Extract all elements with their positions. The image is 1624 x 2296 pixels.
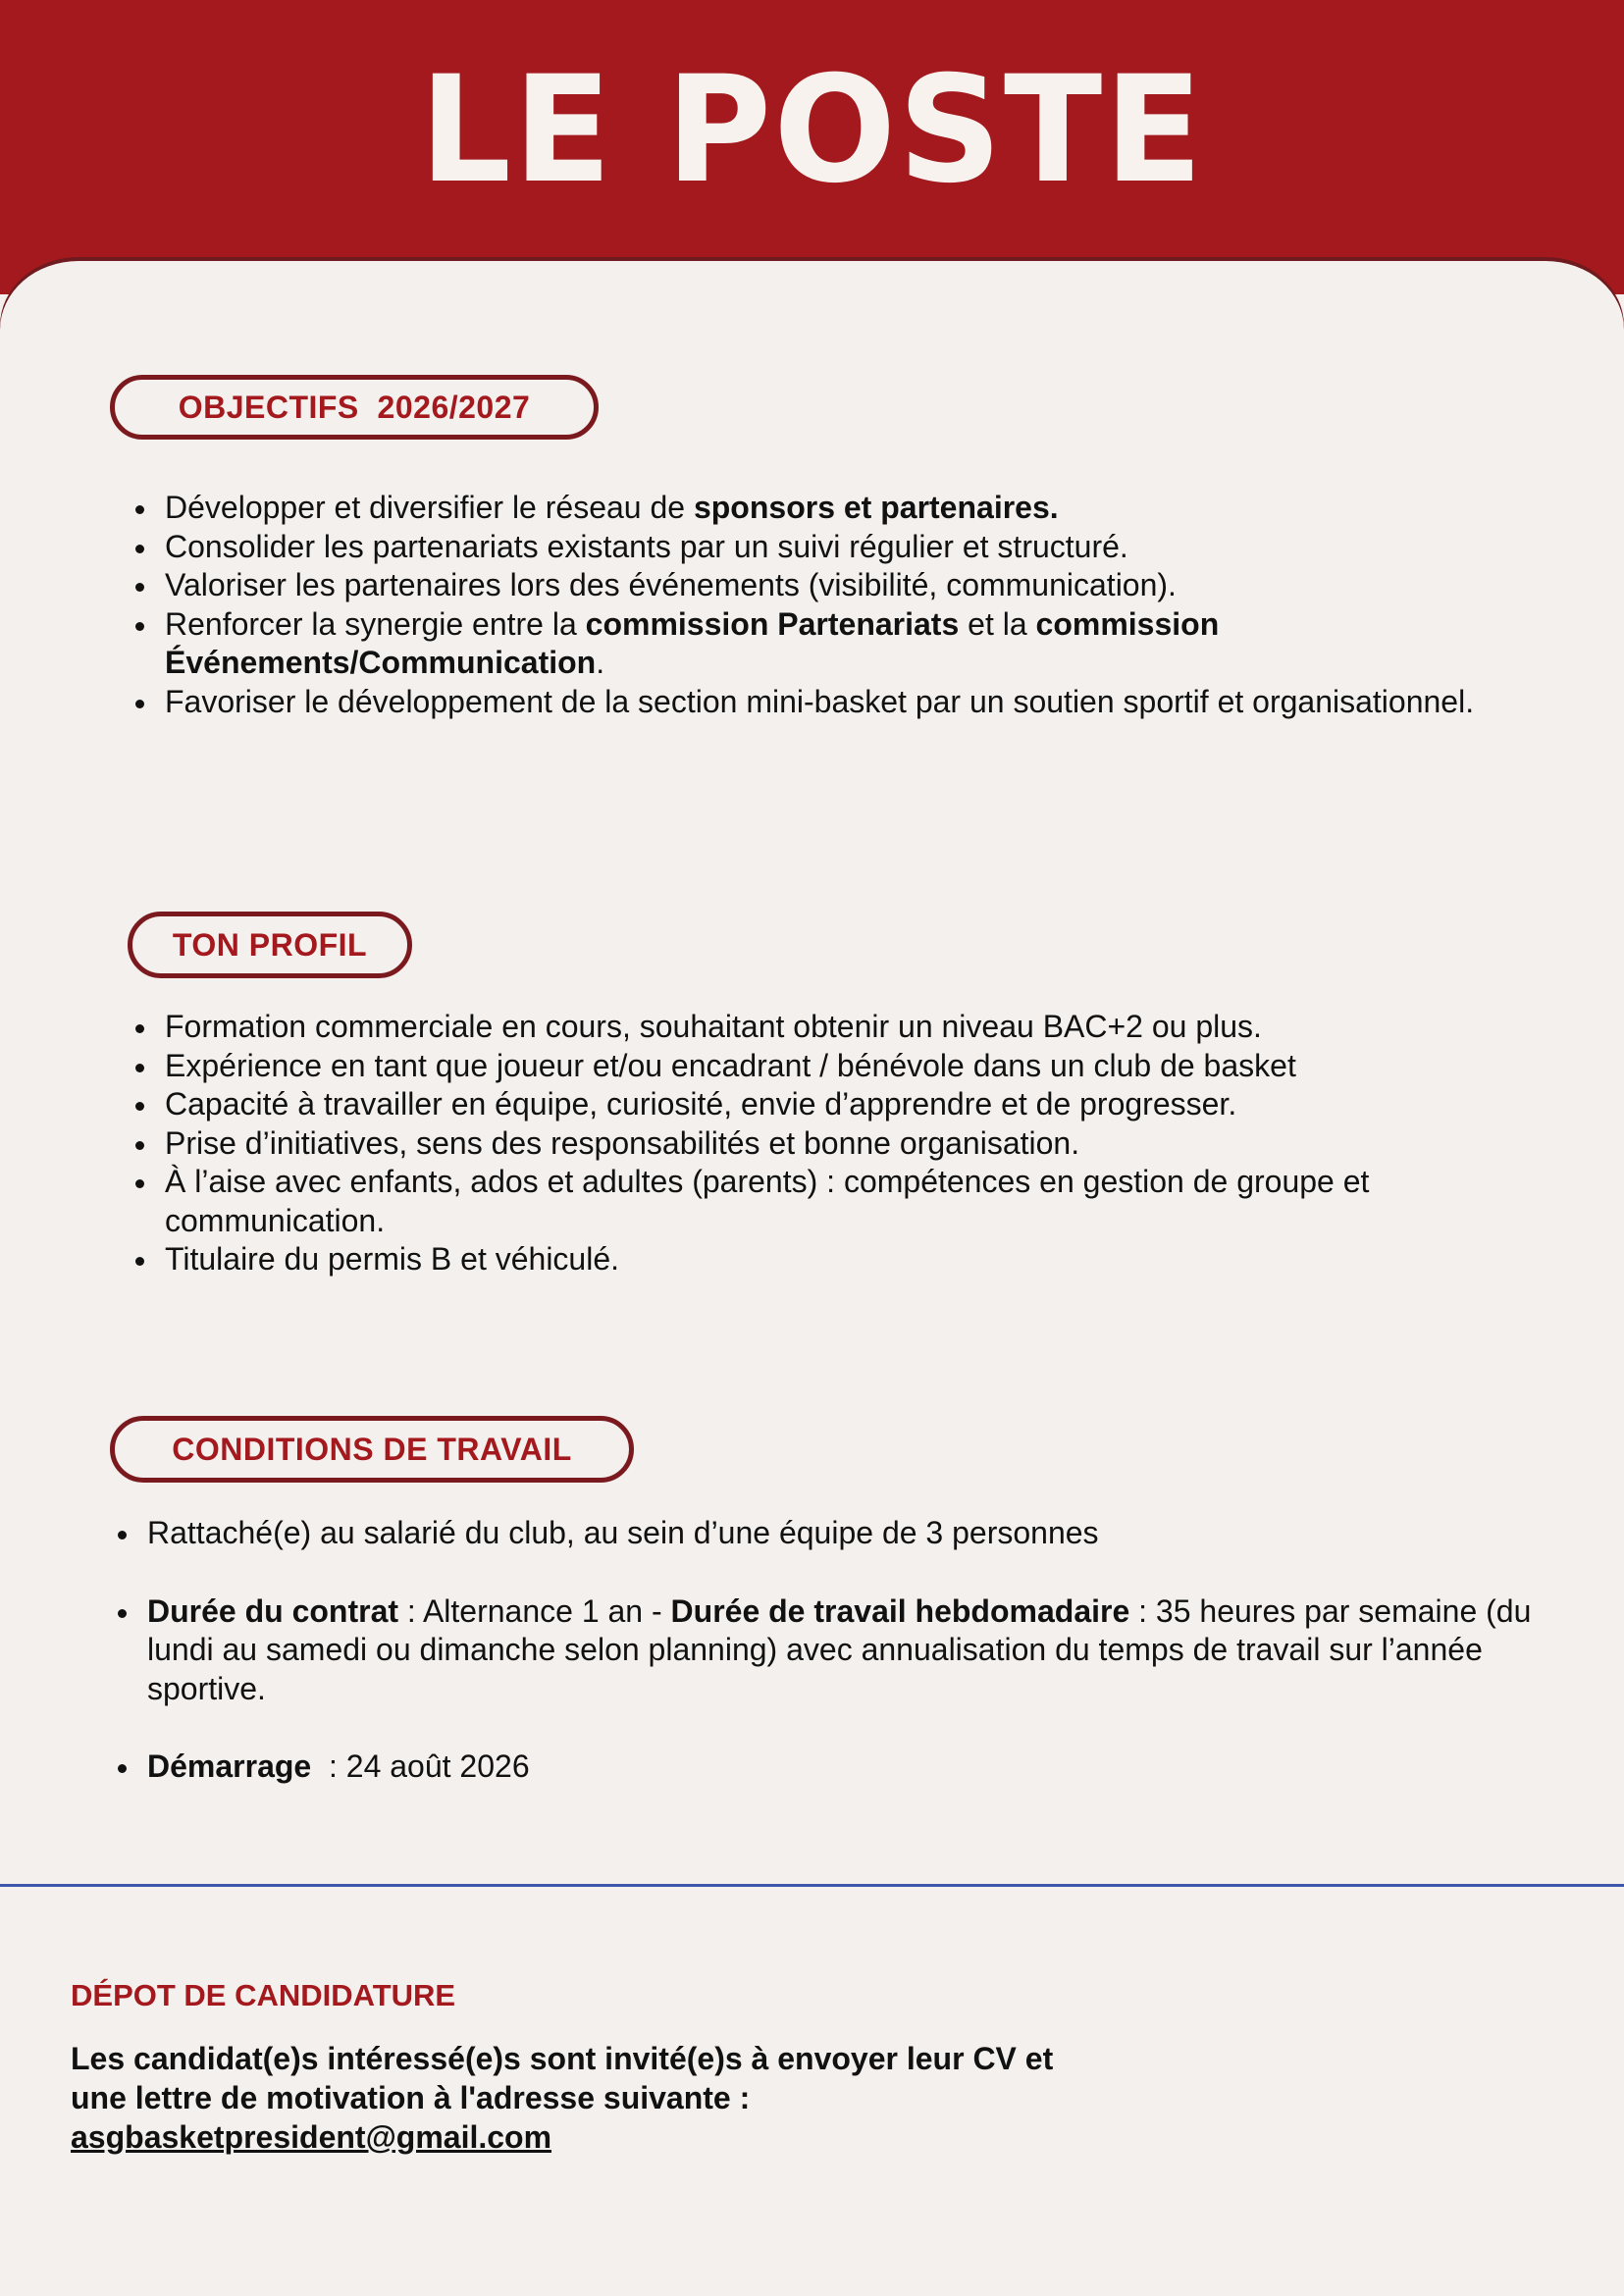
section-label-objectifs: OBJECTIFS 2026/2027 (110, 375, 599, 440)
email-link[interactable]: asgbasketpresident@gmail.com (71, 2119, 552, 2155)
section-label-conditions: CONDITIONS DE TRAVAIL (110, 1416, 634, 1483)
page-title: LE POSTE (419, 45, 1205, 216)
list-item: Rattaché(e) au salarié du club, au sein d’une équipe de 3 personnes (110, 1514, 1543, 1553)
section-label-profil: TON PROFIL (128, 912, 412, 978)
depot-title: DÉPOT DE CANDIDATURE (71, 1978, 456, 2012)
section-divider (0, 1884, 1624, 1887)
list-item: Durée du contrat : Alternance 1 an - Durée de travail hebdomadaire : 35 heures par semaine (du lundi au samedi ou dimanche selon planning) avec annualisation du temps de travail sur l’année sportive. (110, 1592, 1543, 1709)
list-item: Démarrage : 24 août 2026 (110, 1748, 1543, 1787)
list-item: Renforcer la synergie entre la commission Partenariats et la commission Événements/Communication. (128, 605, 1521, 683)
list-item: À l’aise avec enfants, ados et adultes (parents) : compétences en gestion de groupe et communication. (128, 1163, 1541, 1240)
objectifs-list (128, 489, 1521, 721)
list-item: Favoriser le développement de la section mini-basket par un soutien sportif et organisationnel. (128, 683, 1521, 722)
depot-line-2: une lettre de motivation à l'adresse suivante : (71, 2080, 751, 2115)
list-item: Capacité à travailler en équipe, curiosité, envie d’apprendre et de progresser. (128, 1085, 1541, 1124)
profil-list (128, 1008, 1541, 1279)
list-item: Développer et diversifier le réseau de sponsors et partenaires. (128, 489, 1521, 528)
list-item: Expérience en tant que joueur et/ou encadrant / bénévole dans un club de basket (128, 1047, 1541, 1086)
list-item: Titulaire du permis B et véhiculé. (128, 1240, 1541, 1279)
list-item: Valoriser les partenaires lors des événements (visibilité, communication). (128, 566, 1521, 605)
conditions-list (110, 1514, 1543, 1826)
depot-line-1: Les candidat(e)s intéressé(e)s sont invité(e)s à envoyer leur CV et (71, 2041, 1054, 2076)
depot-text (71, 2039, 1053, 2157)
list-item: Consolider les partenariats existants par un suivi régulier et structuré. (128, 528, 1521, 567)
list-item: Prise d’initiatives, sens des responsabilités et bonne organisation. (128, 1124, 1541, 1164)
list-item: Formation commerciale en cours, souhaitant obtenir un niveau BAC+2 ou plus. (128, 1008, 1541, 1047)
